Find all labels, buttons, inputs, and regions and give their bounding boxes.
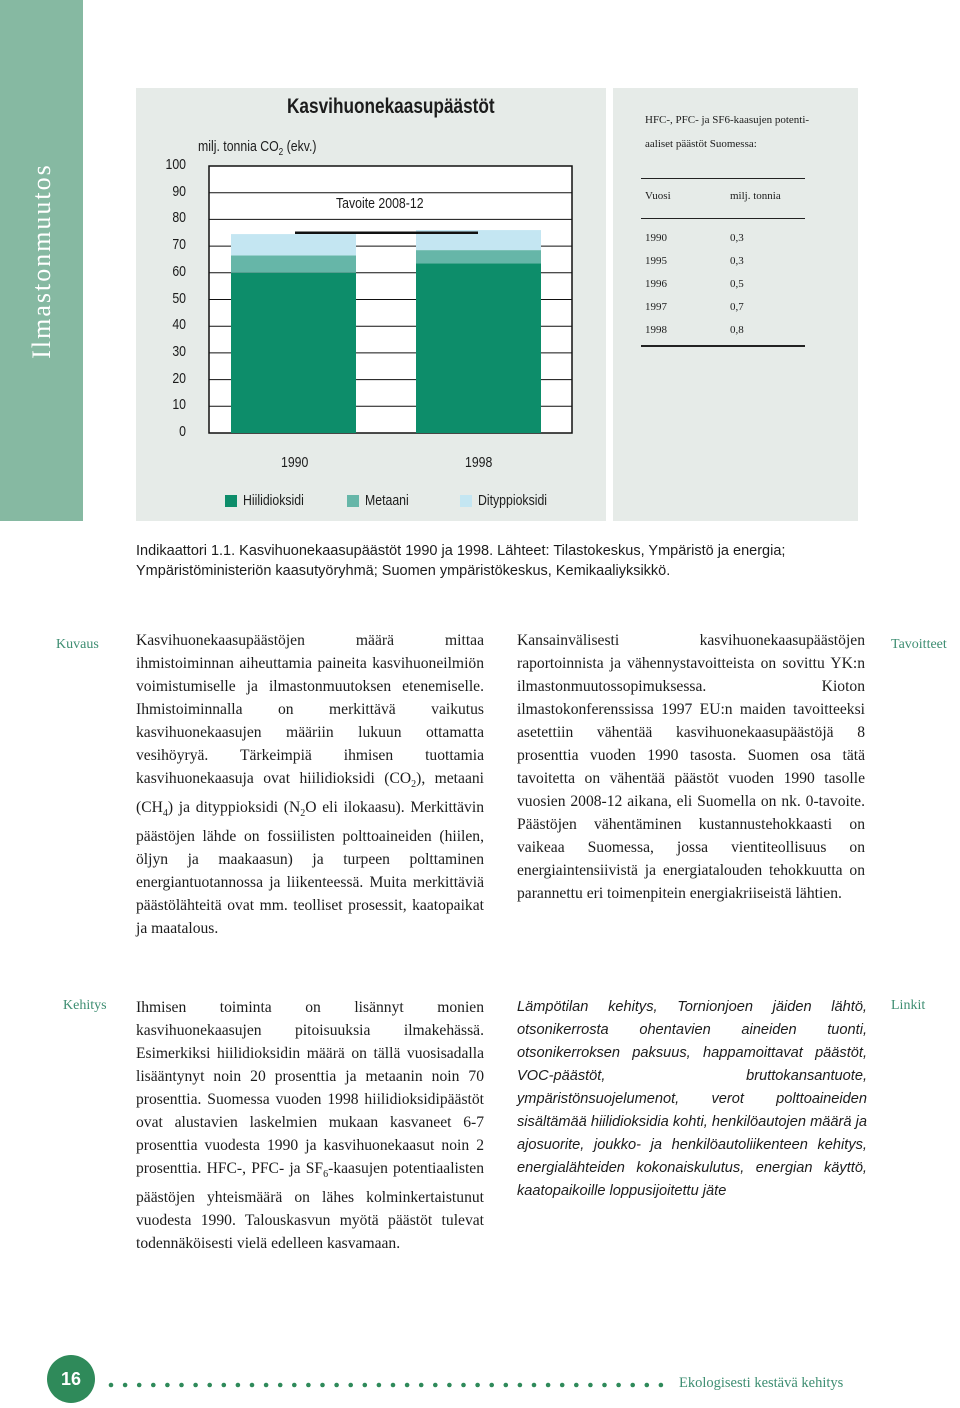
target-label: Tavoite 2008-12 xyxy=(336,195,424,212)
y-axis-label xyxy=(198,138,316,158)
kuvaus-text xyxy=(136,629,484,940)
label-tavoitteet: Tavoitteet xyxy=(891,637,947,652)
x-tick-label: 1998 xyxy=(465,454,493,471)
leader-dot xyxy=(616,1383,621,1388)
y-tick-label: 70 xyxy=(172,236,186,254)
leader-dot xyxy=(151,1383,156,1388)
leader-dot xyxy=(222,1383,227,1388)
caption-line-1: Indikaattori 1.1. Kasvihuonekaasupäästöt 1990 ja 1998. Lähteet: Tilastokeskus, Ympäristö ja energia; xyxy=(136,543,786,559)
kehitys-part-2: -kaasujen potentiaalisten päästöjen yhteismäärä on lähes kolminkertaistunut vuodesta 1990. Talouskasvun myötä päästöt tulevat todennäköisesti vielä edelleen kasvamaan. xyxy=(136,1160,484,1253)
hfc-row-value: 0,5 xyxy=(730,278,744,290)
leader-dot xyxy=(123,1383,128,1388)
leader-dot xyxy=(602,1383,607,1388)
leader-dot xyxy=(630,1383,635,1388)
y-axis-label-prefix: milj. tonnia CO xyxy=(198,138,279,155)
hfc-row-year: 1995 xyxy=(645,255,667,267)
leader-dot xyxy=(334,1383,339,1388)
bar-1990-series-1 xyxy=(231,255,356,272)
leader-dot xyxy=(518,1383,523,1388)
figure-caption xyxy=(136,541,896,581)
label-linkit: Linkit xyxy=(891,998,926,1013)
legend-item-co2 xyxy=(225,492,347,509)
leader-dot xyxy=(348,1383,353,1388)
leader-dot xyxy=(560,1383,565,1388)
leader-dot xyxy=(165,1383,170,1388)
leader-dot xyxy=(109,1383,114,1388)
bar-1998-series-1 xyxy=(416,250,541,263)
kuvaus-sub-1: 2 xyxy=(411,779,417,791)
leader-dot xyxy=(391,1383,396,1388)
leader-dot xyxy=(207,1383,212,1388)
leader-dot xyxy=(137,1383,142,1388)
legend-swatch-n2o xyxy=(460,495,472,507)
leader-dot xyxy=(645,1383,650,1388)
leader-dot xyxy=(419,1383,424,1388)
legend-label-co2: Hiilidioksidi xyxy=(243,492,304,509)
y-tick-label: 20 xyxy=(172,369,186,387)
footer-dot-leader xyxy=(108,1382,668,1388)
leader-dot xyxy=(504,1383,509,1388)
legend-label-ch4: Metaani xyxy=(365,492,409,509)
leader-dot xyxy=(475,1383,480,1388)
bar-1990-series-0 xyxy=(231,273,356,433)
y-tick-label: 30 xyxy=(172,342,186,360)
hfc-row-year: 1997 xyxy=(645,301,667,313)
kuvaus-part-4: O eli ilokaasu). Merkittävin päästöjen lähde on fossiilisten polttoaineiden (hiilen, öljyn ja maakaasun) ja turpeen polttaminen energiantuotannossa ja liikenteessä. Muita merkittäviä päästölähteitä ovat mm. teolliset prosessit, kaatopaikat ja maatalous. xyxy=(136,799,484,938)
hfc-row-value: 0,3 xyxy=(730,232,744,244)
label-kuvaus: Kuvaus xyxy=(56,637,99,652)
tavoitteet-text: Kansainvälisesti kasvihuonekaasupäästöjen raportoinnista ja vähennystavoitteista on sovittu YK:n ilmastonmuutossopimuksessa. Kioton ilmastokonferenssissa 1997 EU:n maiden tavoitteeksi asetettiin vähentää kasvihuonekaasupäästöjä 8 prosenttia vuoden 1990 tasosta. Suomen osa tätä tavoitetta on vähentää päästöt vuoden 1990 tasolle vuosien 2008-12 aikana, eli Suomella on nk. 0-tavoite. Päästöjen vähentäminen kustannustehokkaasti on vaikeaa Suomessa, jossa vientiteollisuus on energiaintensiivistä ja energiatalouden tehokkuutta on parannettu eri toimenpitein energiakriiseistä lähtien. xyxy=(517,632,865,902)
hfc-table-col-value: milj. tonnia xyxy=(730,190,781,202)
kehitys-text xyxy=(136,996,484,1255)
y-tick-label: 0 xyxy=(179,423,186,440)
leader-dot xyxy=(250,1383,255,1388)
kuvaus-sub-2: 4 xyxy=(162,808,168,820)
page-number: 16 xyxy=(60,1368,82,1389)
leader-dot xyxy=(193,1383,198,1388)
side-title xyxy=(0,0,83,521)
kuvaus-part-1: Kasvihuonekaasupäästöjen määrä mittaa ihmistoiminnan aiheuttamia paineita kasvihuoneilmiön voimistumiselle ja ilmastonmuutoksen etenemiselle. Ihmistoiminnalla on merkittävä vaikutus kasvihuonekaasujen määriin lukuun ottamatta vesihöyryä. Tärkeimpiä ihmisen tuottamia kasvihuonekaasuja ovat hiilidioksidi (CO xyxy=(136,632,484,787)
chart-legend xyxy=(225,492,562,509)
bar-1990-series-2 xyxy=(231,234,356,255)
kuvaus-part-2: ), metaani (CH xyxy=(136,770,484,817)
linkit-text: Lämpötilan kehitys, Tornionjoen jäiden lähtö, otsonikerrosta ohentavien aineiden tuonti, otsonikerroksen paksuus, happamoittavat päästöt, VOC-päästöt, bruttokansantuote, ympäristönsuojelumenot, verot polttoaineiden sisältämää hiilidioksidia kohti, henkilöautojen määrä ja ajosuorite, joukko- ja henkilöautoliikenteen kehitys, energialähteiden kokonaiskulutus, energian käyttö, kaatopaikoille loppusijoitettu jäte xyxy=(517,999,867,1199)
kehitys-part-1: Ihmisen toiminta on lisännyt monien kasvihuonekaasujen pitoisuuksia ilmakehässä. Esimerkiksi hiilidioksidin määrä on tällä vuosisadalla lisääntynyt noin 20 prosenttia ja metaanin noin 70 prosenttia. Suomessa vuoden 1998 hiilidioksidipäästöt ovat alustavien laskelmien mukaan kasvaneet 6-7 prosenttia vuodesta 1990 ja kasvihuonekaasut noin 2 prosenttia. HFC-, PFC- ja SF xyxy=(136,999,484,1177)
side-title-text: Ilmastonmuutos xyxy=(26,162,56,359)
legend-label-n2o: Dityppioksidi xyxy=(478,492,548,509)
legend-swatch-co2 xyxy=(225,495,237,507)
kuvaus-part-3: ) ja dityppioksidi (N xyxy=(167,799,301,817)
kehitys-sub-1: 6 xyxy=(323,1169,329,1181)
leader-dot xyxy=(264,1383,269,1388)
leader-dot xyxy=(574,1383,579,1388)
table-rule-top xyxy=(641,178,805,179)
hfc-row-year: 1990 xyxy=(645,232,667,244)
table-rule-mid xyxy=(641,218,805,219)
bar-1998-series-0 xyxy=(416,263,541,433)
leader-dot xyxy=(363,1383,368,1388)
leader-dot xyxy=(320,1383,325,1388)
y-tick-label: 50 xyxy=(172,289,186,307)
page-number-badge xyxy=(47,1355,95,1403)
hfc-row-year: 1996 xyxy=(645,278,667,290)
label-kehitys: Kehitys xyxy=(63,998,107,1013)
x-tick-label: 1990 xyxy=(281,454,309,471)
footer-title: Ekologisesti kestävä kehitys xyxy=(679,1375,844,1391)
legend-item-n2o xyxy=(460,492,562,509)
leader-dot xyxy=(433,1383,438,1388)
leader-dot xyxy=(405,1383,410,1388)
leader-dot xyxy=(447,1383,452,1388)
y-tick-label: 90 xyxy=(172,182,186,200)
caption-line-2: Ympäristöministeriön kaasutyöryhmä; Suomen ympäristökeskus, Kemikaaliyksikkö. xyxy=(136,563,671,579)
y-axis-label-sub: 2 xyxy=(278,147,284,158)
legend-swatch-ch4 xyxy=(347,495,359,507)
legend-item-ch4 xyxy=(347,492,460,509)
y-tick-label: 40 xyxy=(172,316,186,334)
leader-dot xyxy=(659,1383,664,1388)
leader-dot xyxy=(292,1383,297,1388)
kuvaus-sub-3: 2 xyxy=(300,808,306,820)
leader-dot xyxy=(179,1383,184,1388)
leader-dot xyxy=(532,1383,537,1388)
table-rule-bottom xyxy=(641,345,805,347)
hfc-table-col-year: Vuosi xyxy=(645,190,671,202)
leader-dot xyxy=(278,1383,283,1388)
leader-dot xyxy=(461,1383,466,1388)
hfc-table-title-2: aaliset päästöt Suomessa: xyxy=(645,138,757,150)
y-tick-label: 100 xyxy=(165,156,186,173)
leader-dot xyxy=(377,1383,382,1388)
leader-dot xyxy=(306,1383,311,1388)
leader-dot xyxy=(489,1383,494,1388)
y-tick-label: 60 xyxy=(172,262,186,280)
hfc-row-year: 1998 xyxy=(645,324,667,336)
leader-dot xyxy=(236,1383,241,1388)
hfc-table-title-1: HFC-, PFC- ja SF6-kaasujen potenti- xyxy=(645,114,810,126)
hfc-row-value: 0,3 xyxy=(730,255,744,267)
leader-dot xyxy=(588,1383,593,1388)
y-axis-label-suffix: (ekv.) xyxy=(283,138,317,155)
chart-title: Kasvihuonekaasupäästöt xyxy=(287,95,495,118)
hfc-row-value: 0,8 xyxy=(730,324,744,336)
y-tick-label: 80 xyxy=(172,209,186,227)
y-tick-label: 10 xyxy=(172,396,186,414)
leader-dot xyxy=(546,1383,551,1388)
hfc-row-value: 0,7 xyxy=(730,301,744,313)
